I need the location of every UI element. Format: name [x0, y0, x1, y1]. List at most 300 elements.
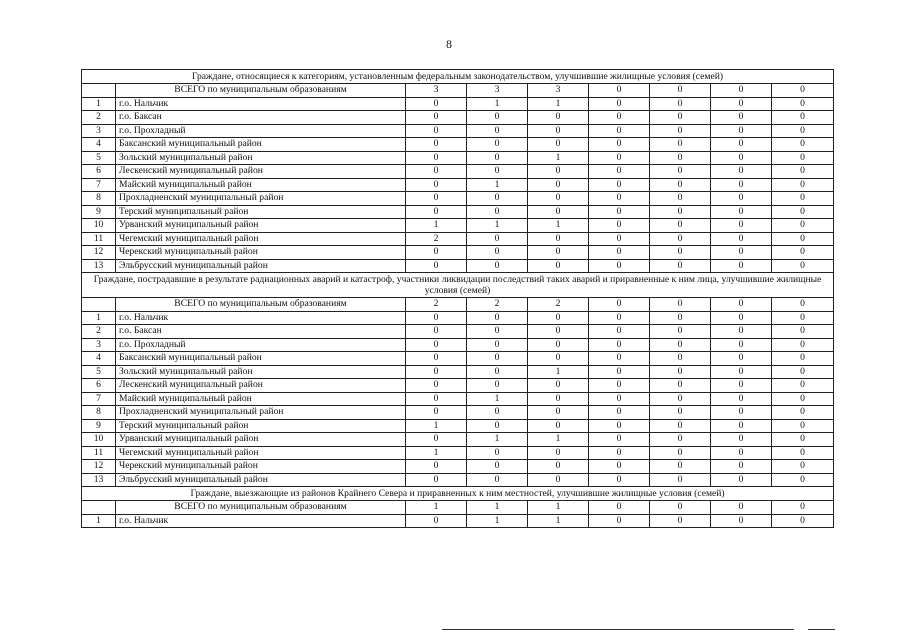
- total-value: 0: [711, 501, 772, 515]
- value-cell: 0: [589, 124, 650, 138]
- value-cell: 0: [467, 259, 528, 273]
- total-value: 0: [772, 84, 834, 98]
- value-cell: 0: [650, 365, 711, 379]
- value-cell: 0: [650, 138, 711, 152]
- row-number: 8: [82, 406, 116, 420]
- value-cell: 0: [772, 246, 834, 260]
- row-number: 12: [82, 246, 116, 260]
- row-number: 6: [82, 379, 116, 393]
- value-cell: 0: [650, 514, 711, 528]
- row-number: 5: [82, 365, 116, 379]
- value-cell: 0: [589, 111, 650, 125]
- table-row: [82, 460, 834, 474]
- value-cell: 1: [467, 392, 528, 406]
- municipality-name: Лескенский муниципальный район: [116, 379, 406, 393]
- value-cell: 0: [528, 192, 589, 206]
- value-cell: 0: [589, 138, 650, 152]
- value-cell: 0: [589, 97, 650, 111]
- value-cell: 0: [772, 460, 834, 474]
- value-cell: 0: [406, 111, 467, 125]
- value-cell: 0: [589, 325, 650, 339]
- value-cell: 0: [589, 379, 650, 393]
- value-cell: 0: [772, 219, 834, 233]
- value-cell: 0: [406, 178, 467, 192]
- total-value: 1: [528, 501, 589, 515]
- value-cell: 0: [650, 406, 711, 420]
- row-number: 8: [82, 192, 116, 206]
- value-cell: 0: [589, 192, 650, 206]
- total-row: [82, 298, 834, 312]
- value-cell: 0: [467, 232, 528, 246]
- value-cell: 0: [650, 352, 711, 366]
- value-cell: 0: [650, 111, 711, 125]
- value-cell: 0: [406, 352, 467, 366]
- value-cell: 0: [711, 246, 772, 260]
- value-cell: 0: [711, 433, 772, 447]
- row-number-cell: [82, 298, 116, 312]
- value-cell: 0: [467, 338, 528, 352]
- value-cell: 0: [711, 325, 772, 339]
- value-cell: 0: [772, 311, 834, 325]
- value-cell: 0: [528, 246, 589, 260]
- value-cell: 0: [772, 392, 834, 406]
- row-number: 7: [82, 178, 116, 192]
- table-row: [82, 514, 834, 528]
- value-cell: 0: [711, 219, 772, 233]
- table-row: [82, 246, 834, 260]
- row-number: 1: [82, 514, 116, 528]
- row-number: 1: [82, 311, 116, 325]
- value-cell: 0: [711, 460, 772, 474]
- value-cell: 0: [589, 232, 650, 246]
- municipality-name: Терский муниципальный район: [116, 419, 406, 433]
- value-cell: 0: [650, 205, 711, 219]
- value-cell: 0: [406, 338, 467, 352]
- value-cell: 0: [772, 365, 834, 379]
- value-cell: 0: [528, 446, 589, 460]
- value-cell: 0: [772, 419, 834, 433]
- value-cell: 0: [528, 178, 589, 192]
- value-cell: 0: [467, 460, 528, 474]
- value-cell: 0: [589, 311, 650, 325]
- section-title: Граждане, выезжающие из районов Крайнего Севера и приравненных к ним местностей, улучшившие жилищные условия (семей): [82, 487, 834, 501]
- value-cell: 0: [406, 514, 467, 528]
- value-cell: 0: [528, 338, 589, 352]
- value-cell: 0: [528, 259, 589, 273]
- value-cell: 0: [589, 446, 650, 460]
- value-cell: 1: [467, 514, 528, 528]
- table-row: [82, 232, 834, 246]
- value-cell: 0: [406, 406, 467, 420]
- value-cell: 0: [772, 138, 834, 152]
- municipality-name: Эльбрусский муниципальный район: [116, 473, 406, 487]
- value-cell: 0: [528, 165, 589, 179]
- municipality-name: г.о. Прохладный: [116, 338, 406, 352]
- value-cell: 0: [528, 392, 589, 406]
- total-value: 3: [528, 84, 589, 98]
- municipality-name: Черекский муниципальный район: [116, 246, 406, 260]
- value-cell: 0: [650, 419, 711, 433]
- value-cell: 1: [467, 178, 528, 192]
- table-row: [82, 151, 834, 165]
- value-cell: 0: [711, 138, 772, 152]
- municipality-name: г.о. Прохладный: [116, 124, 406, 138]
- value-cell: 0: [650, 338, 711, 352]
- municipality-name: Чегемский муниципальный район: [116, 232, 406, 246]
- section-title-row: [82, 70, 834, 84]
- value-cell: 0: [589, 246, 650, 260]
- row-number: 9: [82, 419, 116, 433]
- table-row: [82, 379, 834, 393]
- value-cell: 0: [589, 205, 650, 219]
- value-cell: 0: [711, 392, 772, 406]
- value-cell: 0: [711, 232, 772, 246]
- value-cell: 0: [650, 392, 711, 406]
- value-cell: 0: [406, 365, 467, 379]
- municipality-name: г.о. Баксан: [116, 325, 406, 339]
- row-number: 10: [82, 433, 116, 447]
- table-row: [82, 311, 834, 325]
- value-cell: 0: [772, 325, 834, 339]
- value-cell: 0: [650, 259, 711, 273]
- municipality-name: Урванский муниципальный район: [116, 433, 406, 447]
- row-number: 12: [82, 460, 116, 474]
- table-row: [82, 365, 834, 379]
- value-cell: 0: [467, 325, 528, 339]
- value-cell: 0: [589, 365, 650, 379]
- table-row: [82, 111, 834, 125]
- value-cell: 0: [528, 473, 589, 487]
- total-value: 1: [406, 501, 467, 515]
- value-cell: 0: [467, 246, 528, 260]
- table-row: [82, 219, 834, 233]
- value-cell: 0: [406, 151, 467, 165]
- value-cell: 0: [528, 406, 589, 420]
- value-cell: 0: [467, 379, 528, 393]
- value-cell: 0: [650, 311, 711, 325]
- value-cell: 1: [467, 433, 528, 447]
- value-cell: 0: [711, 473, 772, 487]
- value-cell: 0: [650, 460, 711, 474]
- value-cell: 1: [528, 219, 589, 233]
- signature-line: [808, 629, 835, 630]
- value-cell: 0: [406, 192, 467, 206]
- total-label: ВСЕГО по муниципальным образованиям: [116, 501, 406, 515]
- value-cell: 0: [772, 352, 834, 366]
- value-cell: 0: [711, 365, 772, 379]
- value-cell: 0: [772, 151, 834, 165]
- value-cell: 1: [406, 219, 467, 233]
- value-cell: 0: [406, 138, 467, 152]
- table-row: [82, 473, 834, 487]
- value-cell: 1: [528, 365, 589, 379]
- value-cell: 0: [711, 514, 772, 528]
- value-cell: 0: [650, 433, 711, 447]
- value-cell: 0: [772, 379, 834, 393]
- value-cell: 0: [711, 352, 772, 366]
- value-cell: 0: [772, 514, 834, 528]
- municipality-name: Чегемский муниципальный район: [116, 446, 406, 460]
- value-cell: 0: [406, 246, 467, 260]
- municipality-name: Баксанский муниципальный район: [116, 138, 406, 152]
- value-cell: 0: [711, 192, 772, 206]
- value-cell: 0: [406, 433, 467, 447]
- value-cell: 0: [406, 124, 467, 138]
- table-row: [82, 392, 834, 406]
- table-row: [82, 446, 834, 460]
- value-cell: 0: [467, 151, 528, 165]
- value-cell: 0: [711, 259, 772, 273]
- row-number: 4: [82, 352, 116, 366]
- value-cell: 0: [589, 419, 650, 433]
- value-cell: 0: [589, 352, 650, 366]
- value-cell: 0: [650, 446, 711, 460]
- municipality-name: Майский муниципальный район: [116, 392, 406, 406]
- value-cell: 0: [406, 379, 467, 393]
- value-cell: 0: [772, 446, 834, 460]
- value-cell: 1: [467, 219, 528, 233]
- total-value: 0: [589, 84, 650, 98]
- value-cell: 0: [528, 311, 589, 325]
- value-cell: 0: [711, 151, 772, 165]
- value-cell: 0: [711, 205, 772, 219]
- municipality-name: Прохладненский муниципальный район: [116, 406, 406, 420]
- value-cell: 0: [650, 97, 711, 111]
- value-cell: 0: [650, 232, 711, 246]
- value-cell: 0: [589, 338, 650, 352]
- signature-line: [442, 629, 794, 630]
- table-row: [82, 419, 834, 433]
- value-cell: 0: [772, 178, 834, 192]
- table-row: [82, 192, 834, 206]
- row-number: 11: [82, 232, 116, 246]
- value-cell: 0: [650, 325, 711, 339]
- value-cell: 0: [589, 219, 650, 233]
- table-row: [82, 124, 834, 138]
- value-cell: 0: [589, 460, 650, 474]
- value-cell: 0: [406, 165, 467, 179]
- total-value: 2: [528, 298, 589, 312]
- value-cell: 0: [711, 446, 772, 460]
- value-cell: 0: [711, 311, 772, 325]
- municipality-name: Урванский муниципальный район: [116, 219, 406, 233]
- value-cell: 0: [650, 192, 711, 206]
- row-number: 1: [82, 97, 116, 111]
- value-cell: 0: [711, 111, 772, 125]
- value-cell: 0: [711, 165, 772, 179]
- value-cell: 0: [406, 473, 467, 487]
- total-value: 0: [589, 501, 650, 515]
- value-cell: 0: [589, 151, 650, 165]
- municipality-name: г.о. Нальчик: [116, 97, 406, 111]
- value-cell: 0: [406, 311, 467, 325]
- value-cell: 0: [711, 124, 772, 138]
- value-cell: 0: [406, 259, 467, 273]
- value-cell: 0: [528, 138, 589, 152]
- row-number-cell: [82, 84, 116, 98]
- value-cell: 0: [772, 473, 834, 487]
- table-row: [82, 352, 834, 366]
- value-cell: 0: [406, 460, 467, 474]
- value-cell: 0: [650, 165, 711, 179]
- value-cell: 0: [772, 433, 834, 447]
- total-value: 0: [589, 298, 650, 312]
- value-cell: 0: [467, 124, 528, 138]
- municipality-name: Прохладненский муниципальный район: [116, 192, 406, 206]
- value-cell: 0: [650, 178, 711, 192]
- value-cell: 0: [589, 392, 650, 406]
- value-cell: 0: [772, 259, 834, 273]
- value-cell: 0: [406, 205, 467, 219]
- value-cell: 0: [589, 406, 650, 420]
- value-cell: 0: [650, 473, 711, 487]
- value-cell: 0: [528, 124, 589, 138]
- row-number: 3: [82, 124, 116, 138]
- row-number: 6: [82, 165, 116, 179]
- value-cell: 1: [467, 97, 528, 111]
- row-number: 11: [82, 446, 116, 460]
- total-row: [82, 84, 834, 98]
- total-value: 0: [650, 501, 711, 515]
- value-cell: 0: [650, 246, 711, 260]
- row-number: 13: [82, 259, 116, 273]
- section-title: Граждане, пострадавшие в результате радиационных аварий и катастроф, участники ликвидации последствий таких аварий и приравненные к ним лица, улучшившие жилищные условия (семей): [82, 273, 834, 298]
- row-number: 2: [82, 111, 116, 125]
- total-value: 0: [772, 501, 834, 515]
- table-row: [82, 433, 834, 447]
- value-cell: 1: [528, 151, 589, 165]
- value-cell: 0: [772, 205, 834, 219]
- value-cell: 0: [589, 178, 650, 192]
- row-number: 4: [82, 138, 116, 152]
- value-cell: 0: [467, 165, 528, 179]
- value-cell: 0: [711, 97, 772, 111]
- value-cell: 0: [772, 97, 834, 111]
- value-cell: 1: [406, 446, 467, 460]
- value-cell: 0: [772, 338, 834, 352]
- municipality-name: Баксанский муниципальный район: [116, 352, 406, 366]
- value-cell: 1: [528, 97, 589, 111]
- value-cell: 0: [467, 205, 528, 219]
- row-number: 7: [82, 392, 116, 406]
- total-row: [82, 501, 834, 515]
- value-cell: 0: [406, 97, 467, 111]
- value-cell: 0: [467, 406, 528, 420]
- value-cell: 0: [467, 473, 528, 487]
- total-value: 0: [772, 298, 834, 312]
- total-label: ВСЕГО по муниципальным образованиям: [116, 84, 406, 98]
- total-value: 0: [650, 84, 711, 98]
- row-number: 3: [82, 338, 116, 352]
- table-row: [82, 338, 834, 352]
- municipality-name: Эльбрусский муниципальный район: [116, 259, 406, 273]
- municipality-name: г.о. Баксан: [116, 111, 406, 125]
- housing-table: [81, 69, 834, 528]
- value-cell: 0: [528, 379, 589, 393]
- row-number: 13: [82, 473, 116, 487]
- table-row: [82, 325, 834, 339]
- value-cell: 0: [772, 124, 834, 138]
- value-cell: 0: [528, 205, 589, 219]
- value-cell: 0: [589, 165, 650, 179]
- value-cell: 0: [711, 178, 772, 192]
- table-row: [82, 205, 834, 219]
- municipality-name: Терский муниципальный район: [116, 205, 406, 219]
- value-cell: 2: [406, 232, 467, 246]
- value-cell: 0: [528, 325, 589, 339]
- value-cell: 0: [467, 192, 528, 206]
- total-value: 2: [467, 298, 528, 312]
- value-cell: 0: [467, 111, 528, 125]
- total-value: 1: [467, 501, 528, 515]
- value-cell: 0: [467, 446, 528, 460]
- municipality-name: Лескенский муниципальный район: [116, 165, 406, 179]
- value-cell: 0: [528, 460, 589, 474]
- municipality-name: Зольский муниципальный район: [116, 365, 406, 379]
- total-value: 3: [467, 84, 528, 98]
- value-cell: 0: [589, 433, 650, 447]
- value-cell: 0: [772, 232, 834, 246]
- table-body: [82, 70, 834, 528]
- municipality-name: Майский муниципальный район: [116, 178, 406, 192]
- value-cell: 0: [650, 151, 711, 165]
- municipality-name: г.о. Нальчик: [116, 311, 406, 325]
- table-row: [82, 97, 834, 111]
- value-cell: 0: [650, 379, 711, 393]
- value-cell: 1: [528, 433, 589, 447]
- value-cell: 0: [589, 473, 650, 487]
- table-row: [82, 259, 834, 273]
- value-cell: 0: [528, 419, 589, 433]
- value-cell: 0: [406, 392, 467, 406]
- total-label: ВСЕГО по муниципальным образованиям: [116, 298, 406, 312]
- value-cell: 0: [772, 165, 834, 179]
- value-cell: 1: [528, 514, 589, 528]
- value-cell: 0: [467, 138, 528, 152]
- value-cell: 0: [467, 352, 528, 366]
- table-row: [82, 406, 834, 420]
- value-cell: 0: [528, 111, 589, 125]
- value-cell: 0: [589, 259, 650, 273]
- value-cell: 0: [650, 219, 711, 233]
- value-cell: 0: [467, 311, 528, 325]
- value-cell: 0: [528, 232, 589, 246]
- municipality-name: Черекский муниципальный район: [116, 460, 406, 474]
- table-row: [82, 178, 834, 192]
- total-value: 3: [406, 84, 467, 98]
- value-cell: 0: [711, 406, 772, 420]
- row-number: 10: [82, 219, 116, 233]
- value-cell: 0: [711, 379, 772, 393]
- value-cell: 0: [772, 192, 834, 206]
- total-value: 0: [711, 298, 772, 312]
- row-number: 5: [82, 151, 116, 165]
- value-cell: 0: [772, 111, 834, 125]
- value-cell: 0: [467, 419, 528, 433]
- section-title: Граждане, относящиеся к категориям, установленным федеральным законодательством, улучшившие жилищные условия (семей): [82, 70, 834, 84]
- row-number-cell: [82, 501, 116, 515]
- total-value: 0: [711, 84, 772, 98]
- municipality-name: Зольский муниципальный район: [116, 151, 406, 165]
- municipality-name: г.о. Нальчик: [116, 514, 406, 528]
- value-cell: 1: [406, 419, 467, 433]
- total-value: 0: [650, 298, 711, 312]
- value-cell: 0: [711, 338, 772, 352]
- page-number: 8: [446, 37, 452, 51]
- section-title-row: [82, 487, 834, 501]
- value-cell: 0: [650, 124, 711, 138]
- value-cell: 0: [589, 514, 650, 528]
